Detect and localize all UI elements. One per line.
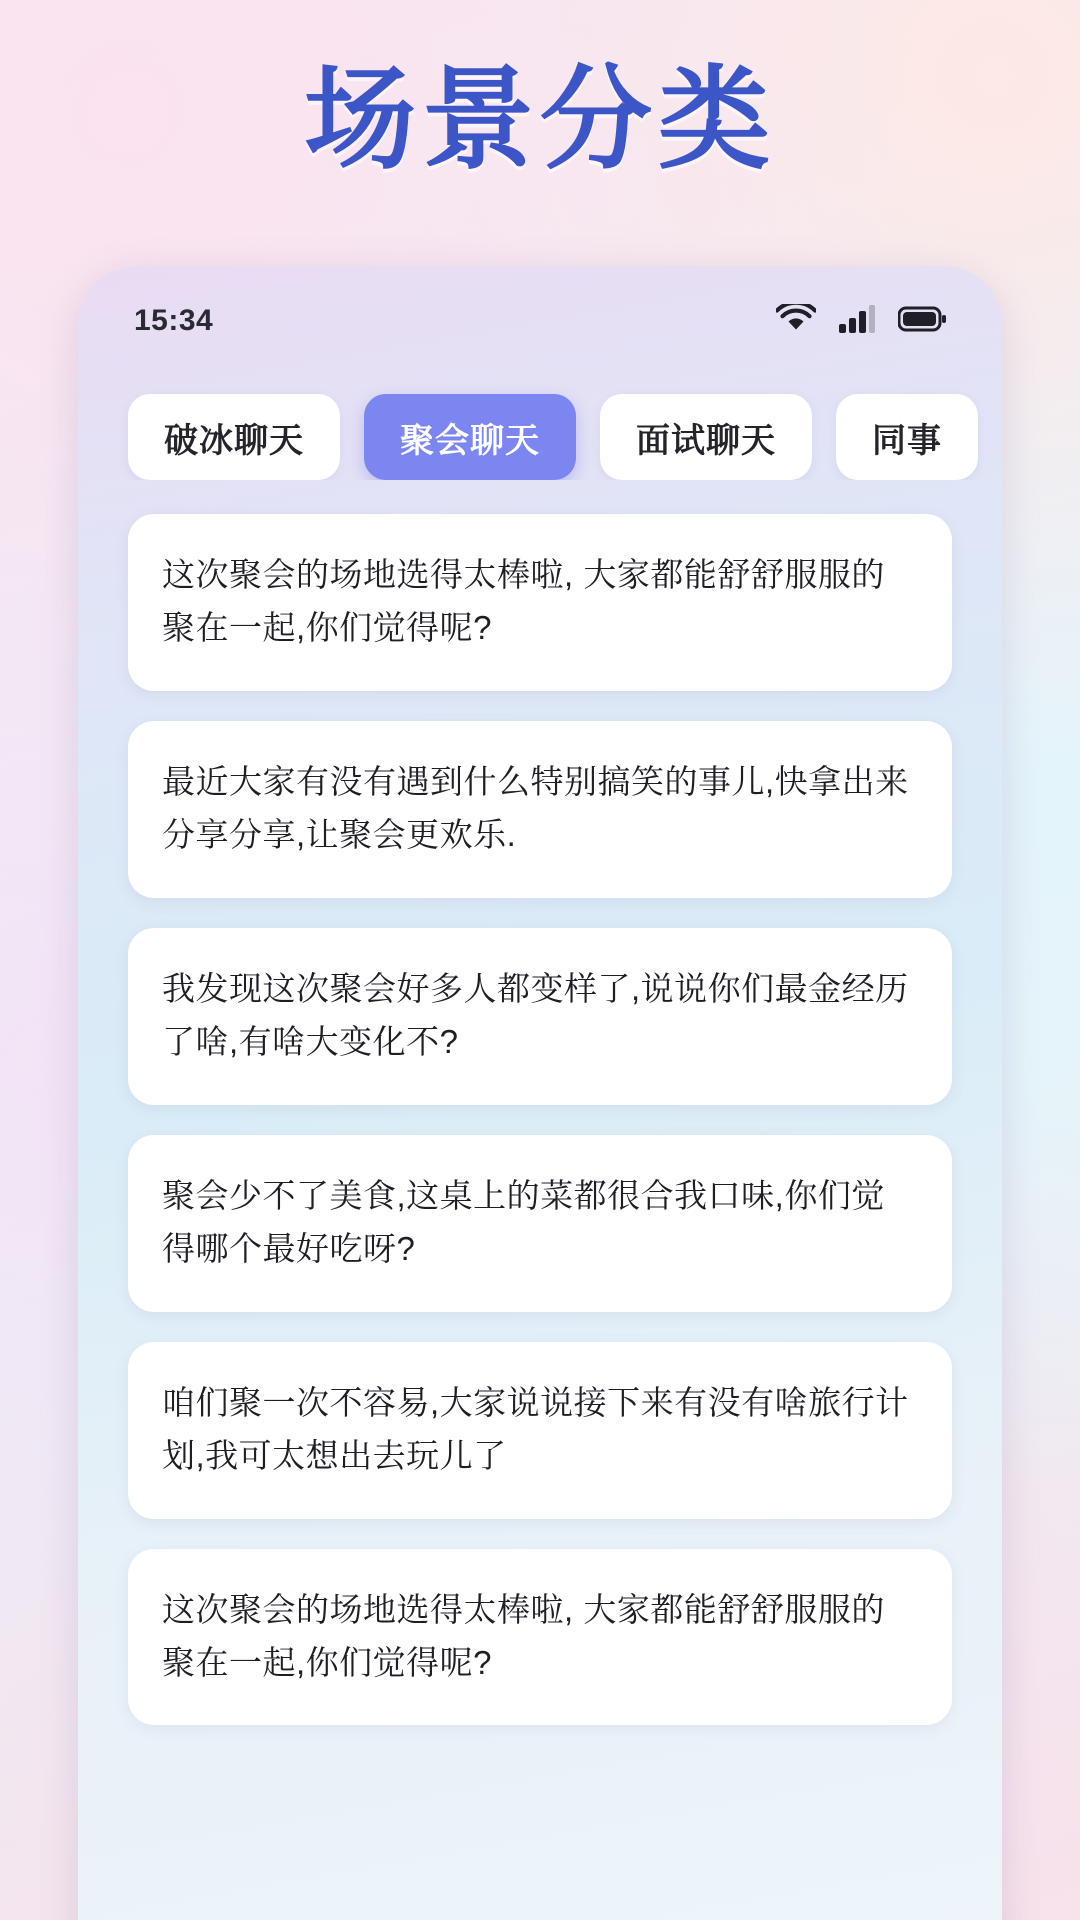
tab-icebreaker-chat[interactable]: 破冰聊天 <box>128 394 340 480</box>
phone-screen <box>78 266 1002 1920</box>
tab-interview-chat[interactable]: 面试聊天 <box>600 394 812 480</box>
phrase-text: 我发现这次聚会好多人都变样了,说说你们最金经历了啥,有啥大变化不? <box>162 969 909 1061</box>
page-title: 场景分类 <box>304 57 776 182</box>
phrase-text: 最近大家有没有遇到什么特别搞笑的事儿,快拿出来分享分享,让聚会更欢乐. <box>162 762 909 854</box>
wifi-icon <box>776 304 816 339</box>
status-bar <box>78 266 1002 358</box>
phrase-text: 这次聚会的场地选得太棒啦, 大家都能舒舒服服的聚在一起,你们觉得呢? <box>162 1590 885 1681</box>
list-item[interactable] <box>128 1342 952 1519</box>
list-item[interactable] <box>128 928 952 1105</box>
phrase-card-list <box>78 480 1002 1725</box>
status-time: 15:34 <box>134 304 214 337</box>
phone-mockup <box>78 266 1002 1920</box>
list-item[interactable] <box>128 1135 952 1312</box>
list-item[interactable] <box>128 514 952 691</box>
status-icons <box>776 304 946 339</box>
tab-party-chat[interactable]: 聚会聊天 <box>364 394 576 480</box>
tab-colleague-chat[interactable]: 同事 <box>836 394 978 480</box>
phrase-text: 咱们聚一次不容易,大家说说接下来有没有啥旅行计划,我可太想出去玩儿了 <box>162 1383 909 1475</box>
list-item[interactable] <box>128 1549 952 1726</box>
list-item[interactable] <box>128 721 952 898</box>
battery-icon <box>898 305 946 338</box>
category-tab-bar[interactable] <box>78 358 1002 480</box>
cellular-signal-icon <box>838 304 876 339</box>
phrase-text: 聚会少不了美食,这桌上的菜都很合我口味,你们觉得哪个最好吃呀? <box>162 1176 885 1268</box>
phrase-text: 这次聚会的场地选得太棒啦, 大家都能舒舒服服的聚在一起,你们觉得呢? <box>162 556 885 647</box>
